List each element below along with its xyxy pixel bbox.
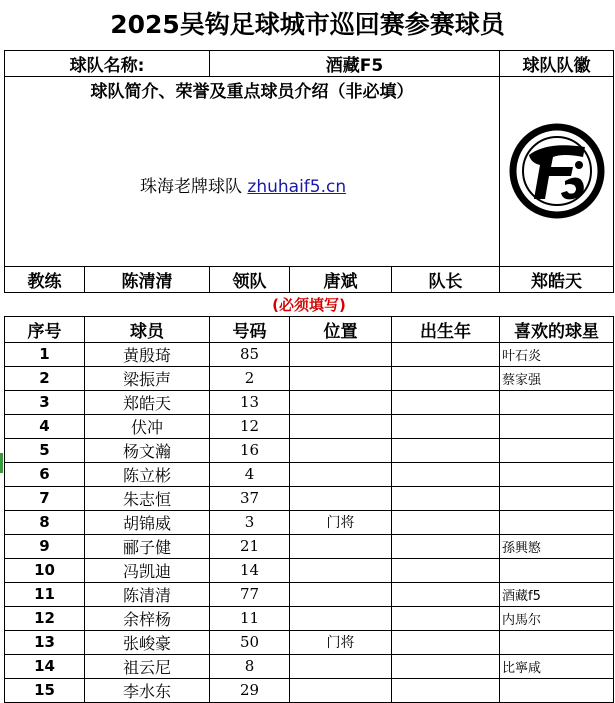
table-row bbox=[5, 606, 614, 630]
table-row bbox=[5, 462, 614, 486]
player-name[interactable]: 陈立彬 bbox=[85, 462, 210, 486]
player-birth-year[interactable] bbox=[392, 534, 500, 558]
table-row bbox=[5, 630, 614, 654]
player-seq[interactable]: 14 bbox=[5, 654, 85, 678]
player-position[interactable] bbox=[290, 678, 392, 702]
col-birth-year: 出生年 bbox=[392, 316, 500, 342]
player-birth-year[interactable] bbox=[392, 606, 500, 630]
player-fav-star[interactable]: 叶石炎 bbox=[500, 342, 614, 366]
player-birth-year[interactable] bbox=[392, 366, 500, 390]
player-name[interactable]: 郑皓天 bbox=[85, 390, 210, 414]
player-name[interactable]: 张峻豪 bbox=[85, 630, 210, 654]
col-number: 号码 bbox=[210, 316, 290, 342]
player-fav-star[interactable] bbox=[500, 438, 614, 462]
player-fav-star[interactable] bbox=[500, 414, 614, 438]
player-fav-star[interactable] bbox=[500, 630, 614, 654]
player-name[interactable]: 胡锦威 bbox=[85, 510, 210, 534]
player-number[interactable]: 21 bbox=[210, 534, 290, 558]
player-position[interactable] bbox=[290, 342, 392, 366]
table-row bbox=[5, 390, 614, 414]
table-row bbox=[5, 654, 614, 678]
table-row bbox=[5, 678, 614, 702]
player-birth-year[interactable] bbox=[392, 654, 500, 678]
player-position[interactable] bbox=[290, 654, 392, 678]
column-header-row bbox=[5, 316, 614, 342]
player-name[interactable]: 梁振声 bbox=[85, 366, 210, 390]
player-fav-star[interactable]: 酒藏f5 bbox=[500, 582, 614, 606]
player-seq[interactable]: 7 bbox=[5, 486, 85, 510]
player-birth-year[interactable] bbox=[392, 678, 500, 702]
col-fav-star: 喜欢的球星 bbox=[500, 316, 614, 342]
player-fav-star[interactable]: 比寧咸 bbox=[500, 654, 614, 678]
cell-cursor-marker bbox=[0, 453, 3, 473]
table-row bbox=[5, 534, 614, 558]
player-number[interactable]: 2 bbox=[210, 366, 290, 390]
player-birth-year[interactable] bbox=[392, 630, 500, 654]
player-birth-year[interactable] bbox=[392, 414, 500, 438]
player-position[interactable] bbox=[290, 606, 392, 630]
player-birth-year[interactable] bbox=[392, 342, 500, 366]
player-birth-year[interactable] bbox=[392, 510, 500, 534]
player-number[interactable]: 8 bbox=[210, 654, 290, 678]
team-name-value[interactable]: 酒藏F5 bbox=[210, 51, 500, 77]
player-seq[interactable]: 2 bbox=[5, 366, 85, 390]
table-row bbox=[5, 510, 614, 534]
player-fav-star[interactable]: 内馬尔 bbox=[500, 606, 614, 630]
player-number[interactable]: 3 bbox=[210, 510, 290, 534]
player-name[interactable]: 陈清清 bbox=[85, 582, 210, 606]
player-seq[interactable]: 6 bbox=[5, 462, 85, 486]
player-number[interactable]: 85 bbox=[210, 342, 290, 366]
player-number[interactable]: 50 bbox=[210, 630, 290, 654]
player-position[interactable] bbox=[290, 534, 392, 558]
roster-table bbox=[4, 50, 614, 703]
player-number[interactable]: 4 bbox=[210, 462, 290, 486]
player-position[interactable] bbox=[290, 486, 392, 510]
player-fav-star[interactable] bbox=[500, 390, 614, 414]
player-position[interactable] bbox=[290, 366, 392, 390]
player-birth-year[interactable] bbox=[392, 582, 500, 606]
player-position[interactable]: 门将 bbox=[290, 630, 392, 654]
player-number[interactable]: 29 bbox=[210, 678, 290, 702]
player-fav-star[interactable] bbox=[500, 558, 614, 582]
player-name[interactable]: 郦子健 bbox=[85, 534, 210, 558]
intro-link[interactable]: zhuhaif5.cn bbox=[247, 177, 347, 197]
player-number[interactable]: 12 bbox=[210, 414, 290, 438]
player-position[interactable] bbox=[290, 390, 392, 414]
table-row bbox=[5, 342, 614, 366]
table-row bbox=[5, 366, 614, 390]
coach-value[interactable]: 陈清清 bbox=[85, 266, 210, 292]
player-position[interactable] bbox=[290, 582, 392, 606]
player-name[interactable]: 李水东 bbox=[85, 678, 210, 702]
player-seq[interactable]: 4 bbox=[5, 414, 85, 438]
player-number[interactable]: 16 bbox=[210, 438, 290, 462]
player-seq[interactable]: 5 bbox=[5, 438, 85, 462]
player-number[interactable]: 37 bbox=[210, 486, 290, 510]
player-fav-star[interactable] bbox=[500, 486, 614, 510]
leader-label: 领队 bbox=[210, 266, 290, 292]
player-seq[interactable]: 9 bbox=[5, 534, 85, 558]
player-seq[interactable]: 11 bbox=[5, 582, 85, 606]
player-number[interactable]: 14 bbox=[210, 558, 290, 582]
player-position[interactable] bbox=[290, 414, 392, 438]
player-name[interactable]: 余梓杨 bbox=[85, 606, 210, 630]
captain-label: 队长 bbox=[392, 266, 500, 292]
table-row bbox=[5, 414, 614, 438]
player-fav-star[interactable]: 孫興慜 bbox=[500, 534, 614, 558]
player-position[interactable] bbox=[290, 558, 392, 582]
player-name[interactable]: 杨文瀚 bbox=[85, 438, 210, 462]
sheet-title: 2025吴钩足球城市巡回赛参赛球员 bbox=[110, 10, 505, 39]
player-name[interactable]: 朱志恒 bbox=[85, 486, 210, 510]
player-name[interactable]: 冯凯迪 bbox=[85, 558, 210, 582]
player-position[interactable]: 门将 bbox=[290, 510, 392, 534]
captain-value[interactable]: 郑皓天 bbox=[500, 266, 614, 292]
intro-label: 球队简介、荣誉及重点球员介绍（非必填） bbox=[5, 77, 500, 103]
player-seq[interactable]: 3 bbox=[5, 390, 85, 414]
table-row bbox=[5, 558, 614, 582]
player-seq[interactable]: 8 bbox=[5, 510, 85, 534]
table-row bbox=[5, 582, 614, 606]
col-position: 位置 bbox=[290, 316, 392, 342]
player-birth-year[interactable] bbox=[392, 486, 500, 510]
player-number[interactable]: 11 bbox=[210, 606, 290, 630]
player-seq[interactable]: 13 bbox=[5, 630, 85, 654]
table-row bbox=[5, 486, 614, 510]
player-birth-year[interactable] bbox=[392, 462, 500, 486]
player-fav-star[interactable] bbox=[500, 462, 614, 486]
required-note: (必须填写) bbox=[272, 295, 346, 314]
team-badge-label: 球队队徽 bbox=[500, 51, 614, 77]
player-fav-star[interactable] bbox=[500, 678, 614, 702]
player-birth-year[interactable] bbox=[392, 438, 500, 462]
team-logo bbox=[507, 121, 607, 221]
player-name[interactable]: 祖云尼 bbox=[85, 654, 210, 678]
leader-value[interactable]: 唐斌 bbox=[290, 266, 392, 292]
intro-text bbox=[140, 172, 346, 197]
intro-body[interactable] bbox=[5, 102, 500, 266]
player-fav-star[interactable]: 蔡家强 bbox=[500, 366, 614, 390]
player-number[interactable]: 77 bbox=[210, 582, 290, 606]
player-seq[interactable]: 10 bbox=[5, 558, 85, 582]
player-number[interactable]: 13 bbox=[210, 390, 290, 414]
player-name[interactable]: 伏冲 bbox=[85, 414, 210, 438]
team-badge-cell[interactable] bbox=[500, 77, 614, 267]
required-note-row bbox=[5, 292, 614, 316]
player-position[interactable] bbox=[290, 438, 392, 462]
player-fav-star[interactable] bbox=[500, 510, 614, 534]
player-seq[interactable]: 12 bbox=[5, 606, 85, 630]
coach-label: 教练 bbox=[5, 266, 85, 292]
player-seq[interactable]: 1 bbox=[5, 342, 85, 366]
intro-description: 珠海老牌球队 bbox=[140, 177, 248, 197]
table-row bbox=[5, 438, 614, 462]
player-seq[interactable]: 15 bbox=[5, 678, 85, 702]
player-position[interactable] bbox=[290, 462, 392, 486]
team-name-label: 球队名称: bbox=[5, 51, 210, 77]
player-birth-year[interactable] bbox=[392, 390, 500, 414]
col-seq: 序号 bbox=[5, 316, 85, 342]
player-name[interactable]: 黄殷琦 bbox=[85, 342, 210, 366]
player-birth-year[interactable] bbox=[392, 558, 500, 582]
col-player: 球员 bbox=[85, 316, 210, 342]
